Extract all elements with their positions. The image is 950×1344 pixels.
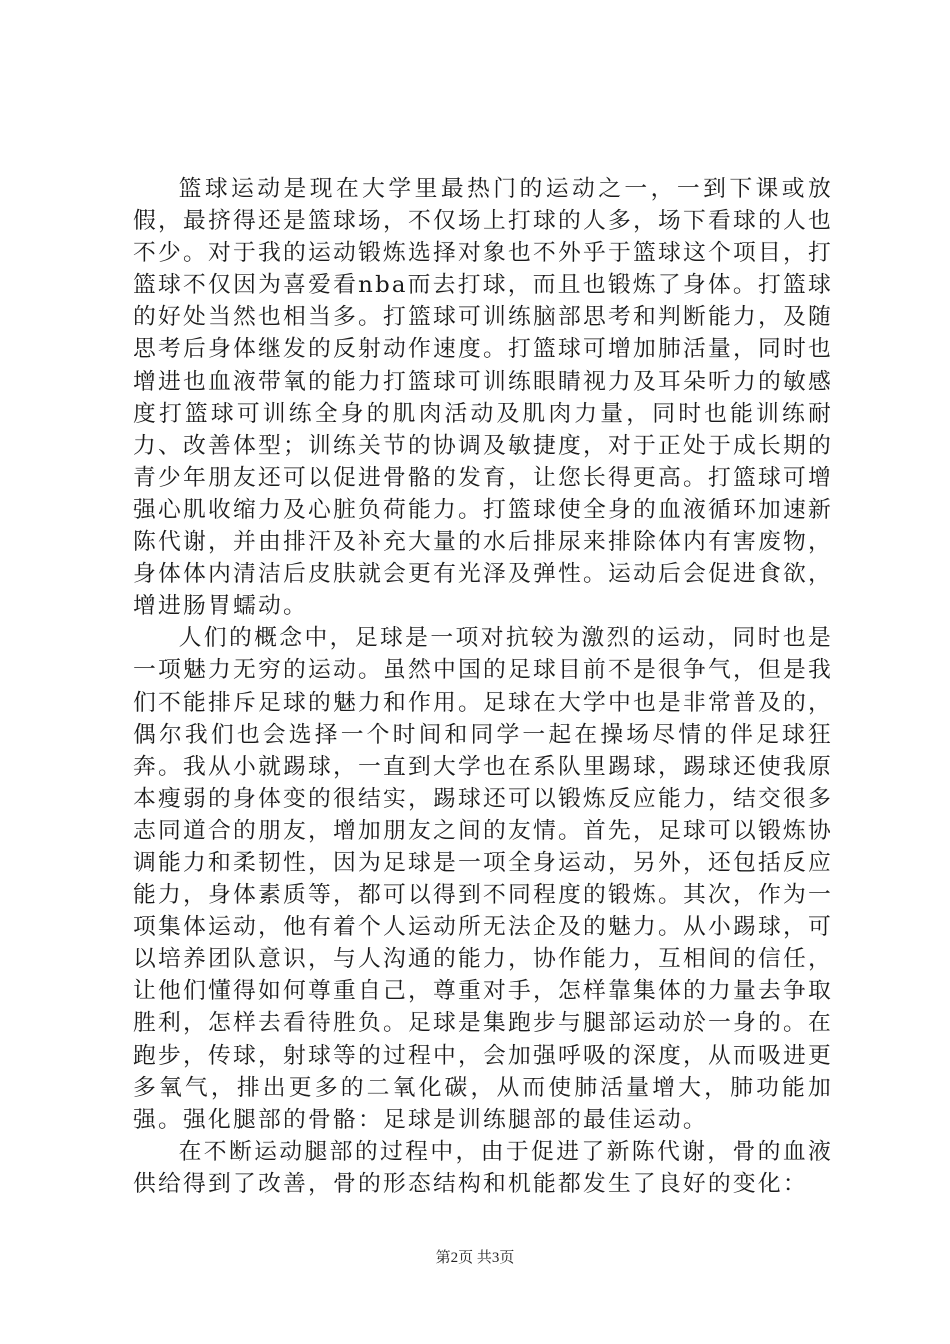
document-body bbox=[133, 173, 833, 1200]
page-number-footer: 第2页 共3页 bbox=[435, 1250, 515, 1266]
paragraph-basketball: 篮球运动是现在大学里最热门的运动之一，一到下课或放假，最挤得还是篮球场，不仅场上打球的人多，场下看球的人也不少。对于我的运动锻炼选择对象也不外乎于篮球这个项目，打篮球不仅因为喜爱看nba而去打球，而且也锻炼了身体。打篮球的好处当然也相当多。打篮球可训练脑部思考和判断能力，及随思考后身体继发的反射动作速度。打篮球可增加肺活量，同时也增进也血液带氧的能力打篮球可训练眼睛视力及耳朵听力的敏感度打篮球可训练全身的肌肉活动及肌肉力量，同时也能训练耐力、改善体型；训练关节的协调及敏捷度，对于正处于成长期的青少年朋友还可以促进骨骼的发育，让您长得更高。打篮球可增强心肌收缩力及心脏负荷能力。打篮球使全身的血液循环加速新陈代谢，并由排汗及补充大量的水后排尿来排除体内有害废物，身体体内清洁后皮肤就会更有光泽及弹性。运动后会促进食欲，增进肠胃蠕动。 bbox=[133, 176, 833, 620]
paragraph-football: 人们的概念中，足球是一项对抗较为激烈的运动，同时也是一项魅力无穷的运动。虽然中国的足球目前不是很争气，但是我们不能排斥足球的魅力和作用。足球在大学中也是非常普及的，偶尔我们也会选择一个时间和同学一起在操场尽情的伴足球狂奔。我从小就踢球，一直到大学也在系队里踢球，踢球还使我原本瘦弱的身体变的很结实，踢球还可以锻炼反应能力，结交很多志同道合的朋友，增加朋友之间的友情。首先，足球可以锻炼协调能力和柔韧性，因为足球是一项全身运动，另外，还包括反应能力，身体素质等，都可以得到不同程度的锻炼。其次，作为一项集体运动，他有着个人运动所无法企及的魅力。从小踢球，可以培养团队意识，与人沟通的能力，协作能力，互相间的信任，让他们懂得如何尊重自己，尊重对手，怎样靠集体的力量去争取胜利，怎样去看待胜负。足球是集跑步与腿部运动於一身的。在跑步，传球，射球等的过程中，会加强呼吸的深度，从而吸进更多氧气，排出更多的二氧化碳，从而使肺活量增大，肺功能加强。强化腿部的骨骼：足球是训练腿部的最佳运动。 bbox=[133, 625, 833, 1133]
paragraph-leg-exercise: 在不断运动腿部的过程中，由于促进了新陈代谢，骨的血液供给得到了改善，骨的形态结构和机能都发生了良好的变化： bbox=[133, 1138, 833, 1197]
